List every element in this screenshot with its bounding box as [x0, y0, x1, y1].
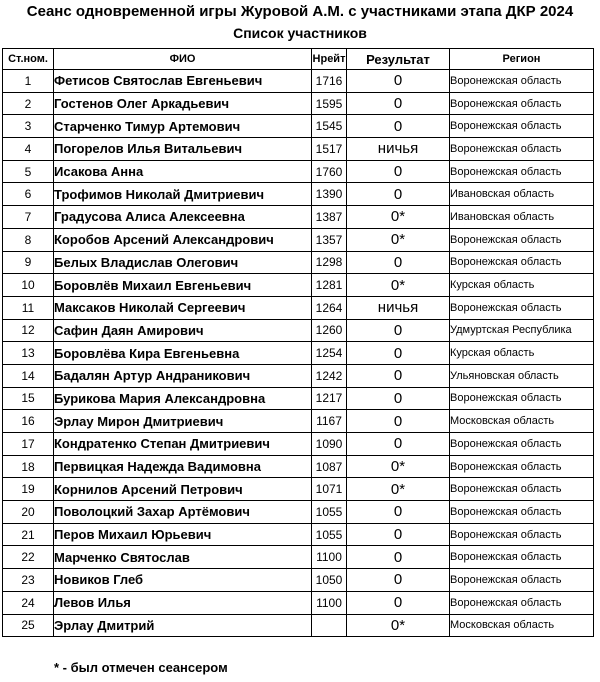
cell-fio[interactable]: Бадалян Артур Андраникович [54, 364, 312, 387]
cell-num[interactable]: 21 [3, 523, 54, 546]
cell-result[interactable]: 0 [347, 115, 450, 138]
cell-rating[interactable]: 1357 [312, 228, 347, 251]
cell-rating[interactable]: 1087 [312, 455, 347, 478]
table-row [3, 138, 594, 161]
cell-result[interactable]: 0 [347, 501, 450, 524]
table-row [3, 478, 594, 501]
cell-result[interactable]: 0* [347, 478, 450, 501]
table-row [3, 160, 594, 183]
cell-result[interactable]: 0 [347, 591, 450, 614]
table-row [3, 501, 594, 524]
cell-region[interactable]: Воронежская область [450, 501, 594, 524]
cell-rating[interactable]: 1167 [312, 410, 347, 433]
cell-result[interactable]: 0* [347, 455, 450, 478]
cell-region[interactable]: Московская область [450, 410, 594, 433]
cell-rating[interactable]: 1264 [312, 296, 347, 319]
cell-result[interactable]: 0 [347, 70, 450, 93]
cell-num[interactable]: 14 [3, 364, 54, 387]
header-fio[interactable]: ФИО [54, 49, 312, 70]
participants-table [2, 48, 594, 637]
cell-num[interactable]: 6 [3, 183, 54, 206]
cell-rating[interactable]: 1254 [312, 342, 347, 365]
cell-num[interactable]: 15 [3, 387, 54, 410]
cell-region[interactable]: Ивановская область [450, 206, 594, 229]
table-row [3, 274, 594, 297]
table-row [3, 364, 594, 387]
cell-region[interactable]: Воронежская область [450, 546, 594, 569]
table-row [3, 251, 594, 274]
cell-region[interactable]: Московская область [450, 614, 594, 637]
cell-rating[interactable]: 1217 [312, 387, 347, 410]
cell-result[interactable]: ничья [347, 138, 450, 161]
cell-region[interactable]: Ульяновская область [450, 364, 594, 387]
page-subtitle: Список участников [233, 25, 367, 41]
cell-fio[interactable]: Максаков Николай Сергеевич [54, 296, 312, 319]
cell-num[interactable]: 25 [3, 614, 54, 637]
cell-result[interactable]: 0 [347, 319, 450, 342]
cell-num[interactable]: 24 [3, 591, 54, 614]
table-row [3, 614, 594, 637]
table-row [3, 206, 594, 229]
cell-num[interactable]: 16 [3, 410, 54, 433]
cell-fio[interactable]: Погорелов Илья Витальевич [54, 138, 312, 161]
cell-rating[interactable] [312, 614, 347, 637]
cell-region[interactable]: Воронежская область [450, 138, 594, 161]
cell-num[interactable]: 3 [3, 115, 54, 138]
cell-fio[interactable]: Новиков Глеб [54, 569, 312, 592]
cell-result[interactable]: 0 [347, 433, 450, 456]
cell-result[interactable]: ничья [347, 296, 450, 319]
cell-fio[interactable]: Корнилов Арсений Петрович [54, 478, 312, 501]
cell-result[interactable]: 0 [347, 251, 450, 274]
cell-result[interactable]: 0* [347, 206, 450, 229]
cell-result[interactable]: 0 [347, 160, 450, 183]
cell-rating[interactable]: 1760 [312, 160, 347, 183]
table-body [3, 70, 594, 637]
cell-fio[interactable]: Поволоцкий Захар Артёмович [54, 501, 312, 524]
cell-fio[interactable]: Левов Илья [54, 591, 312, 614]
cell-fio[interactable]: Бурикова Мария Александровна [54, 387, 312, 410]
cell-fio[interactable]: Белых Владислав Олегович [54, 251, 312, 274]
cell-num[interactable]: 17 [3, 433, 54, 456]
table-row [3, 455, 594, 478]
cell-region[interactable]: Курская область [450, 342, 594, 365]
cell-num[interactable]: 2 [3, 92, 54, 115]
table-row [3, 342, 594, 365]
cell-result[interactable]: 0* [347, 614, 450, 637]
cell-fio[interactable]: Трофимов Николай Дмитриевич [54, 183, 312, 206]
cell-fio[interactable]: Исакова Анна [54, 160, 312, 183]
cell-result[interactable]: 0 [347, 342, 450, 365]
cell-rating[interactable]: 1260 [312, 319, 347, 342]
cell-num[interactable]: 12 [3, 319, 54, 342]
cell-num[interactable]: 8 [3, 228, 54, 251]
cell-num[interactable]: 23 [3, 569, 54, 592]
cell-fio[interactable]: Старченко Тимур Артемович [54, 115, 312, 138]
header-row [3, 49, 594, 70]
cell-rating[interactable]: 1390 [312, 183, 347, 206]
cell-rating[interactable]: 1517 [312, 138, 347, 161]
cell-fio[interactable]: Боровлёва Кира Евгеньевна [54, 342, 312, 365]
cell-fio[interactable]: Эрлау Мирон Дмитриевич [54, 410, 312, 433]
cell-rating[interactable]: 1716 [312, 70, 347, 93]
cell-region[interactable]: Воронежская область [450, 569, 594, 592]
table-row [3, 70, 594, 93]
cell-rating[interactable]: 1055 [312, 523, 347, 546]
cell-num[interactable]: 20 [3, 501, 54, 524]
cell-region[interactable]: Воронежская область [450, 92, 594, 115]
cell-region[interactable]: Воронежская область [450, 160, 594, 183]
cell-fio[interactable]: Градусова Алиса Алексеевна [54, 206, 312, 229]
cell-rating[interactable]: 1281 [312, 274, 347, 297]
cell-fio[interactable]: Перов Михаил Юрьевич [54, 523, 312, 546]
cell-fio[interactable]: Фетисов Святослав Евгеньевич [54, 70, 312, 93]
table-row [3, 387, 594, 410]
cell-num[interactable]: 13 [3, 342, 54, 365]
cell-region[interactable]: Воронежская область [450, 433, 594, 456]
cell-fio[interactable]: Кондратенко Степан Дмитриевич [54, 433, 312, 456]
cell-region[interactable]: Воронежская область [450, 296, 594, 319]
cell-region[interactable]: Ивановская область [450, 183, 594, 206]
cell-region[interactable]: Воронежская область [450, 70, 594, 93]
cell-rating[interactable]: 1090 [312, 433, 347, 456]
cell-region[interactable]: Воронежская область [450, 455, 594, 478]
cell-region[interactable]: Воронежская область [450, 478, 594, 501]
cell-region[interactable]: Удмуртская Республика [450, 319, 594, 342]
cell-num[interactable]: 10 [3, 274, 54, 297]
cell-rating[interactable]: 1595 [312, 92, 347, 115]
cell-rating[interactable]: 1071 [312, 478, 347, 501]
cell-rating[interactable]: 1387 [312, 206, 347, 229]
cell-num[interactable]: 4 [3, 138, 54, 161]
cell-region[interactable]: Воронежская область [450, 228, 594, 251]
cell-num[interactable]: 11 [3, 296, 54, 319]
cell-result[interactable]: 0 [347, 523, 450, 546]
table-row [3, 433, 594, 456]
header-rating[interactable]: Нрейт [312, 49, 347, 70]
cell-fio[interactable]: Боровлёв Михаил Евгеньевич [54, 274, 312, 297]
table-row [3, 569, 594, 592]
table-row [3, 92, 594, 115]
cell-rating[interactable]: 1050 [312, 569, 347, 592]
cell-rating[interactable]: 1298 [312, 251, 347, 274]
table-row [3, 523, 594, 546]
table-row [3, 591, 594, 614]
cell-region[interactable]: Воронежская область [450, 387, 594, 410]
header-num[interactable]: Ст.ном. [3, 49, 54, 70]
cell-region[interactable]: Воронежская область [450, 115, 594, 138]
header-region[interactable]: Регион [450, 49, 594, 70]
cell-fio[interactable]: Сафин Даян Амирович [54, 319, 312, 342]
cell-result[interactable]: 0 [347, 546, 450, 569]
table-row [3, 410, 594, 433]
cell-rating[interactable]: 1100 [312, 546, 347, 569]
cell-result[interactable]: 0* [347, 228, 450, 251]
table-row [3, 319, 594, 342]
cell-fio[interactable]: Марченко Святослав [54, 546, 312, 569]
cell-num[interactable]: 19 [3, 478, 54, 501]
cell-rating[interactable]: 1100 [312, 591, 347, 614]
cell-region[interactable]: Курская область [450, 274, 594, 297]
cell-num[interactable]: 22 [3, 546, 54, 569]
cell-region[interactable]: Воронежская область [450, 591, 594, 614]
cell-fio[interactable]: Гостенов Олег Аркадьевич [54, 92, 312, 115]
cell-num[interactable]: 7 [3, 206, 54, 229]
table-row [3, 546, 594, 569]
cell-region[interactable]: Воронежская область [450, 251, 594, 274]
cell-num[interactable]: 5 [3, 160, 54, 183]
cell-result[interactable]: 0 [347, 183, 450, 206]
cell-result[interactable]: 0 [347, 410, 450, 433]
cell-num[interactable]: 9 [3, 251, 54, 274]
cell-num[interactable]: 1 [3, 70, 54, 93]
cell-rating[interactable]: 1055 [312, 501, 347, 524]
cell-result[interactable]: 0* [347, 274, 450, 297]
cell-rating[interactable]: 1545 [312, 115, 347, 138]
table-row [3, 296, 594, 319]
cell-fio[interactable]: Коробов Арсений Александрович [54, 228, 312, 251]
table-row [3, 183, 594, 206]
cell-fio[interactable]: Первицкая Надежда Вадимовна [54, 455, 312, 478]
header-result[interactable]: Результат [347, 49, 450, 70]
footnote: * - был отмечен сеансером [54, 660, 228, 675]
table-row [3, 228, 594, 251]
table-row [3, 115, 594, 138]
cell-result[interactable]: 0 [347, 92, 450, 115]
cell-result[interactable]: 0 [347, 364, 450, 387]
page-title: Сеанс одновременной игры Журовой А.М. с участниками этапа ДКР 2024 [26, 3, 574, 20]
cell-num[interactable]: 18 [3, 455, 54, 478]
cell-result[interactable]: 0 [347, 569, 450, 592]
cell-region[interactable]: Воронежская область [450, 523, 594, 546]
cell-fio[interactable]: Эрлау Дмитрий [54, 614, 312, 637]
cell-result[interactable]: 0 [347, 387, 450, 410]
cell-rating[interactable]: 1242 [312, 364, 347, 387]
